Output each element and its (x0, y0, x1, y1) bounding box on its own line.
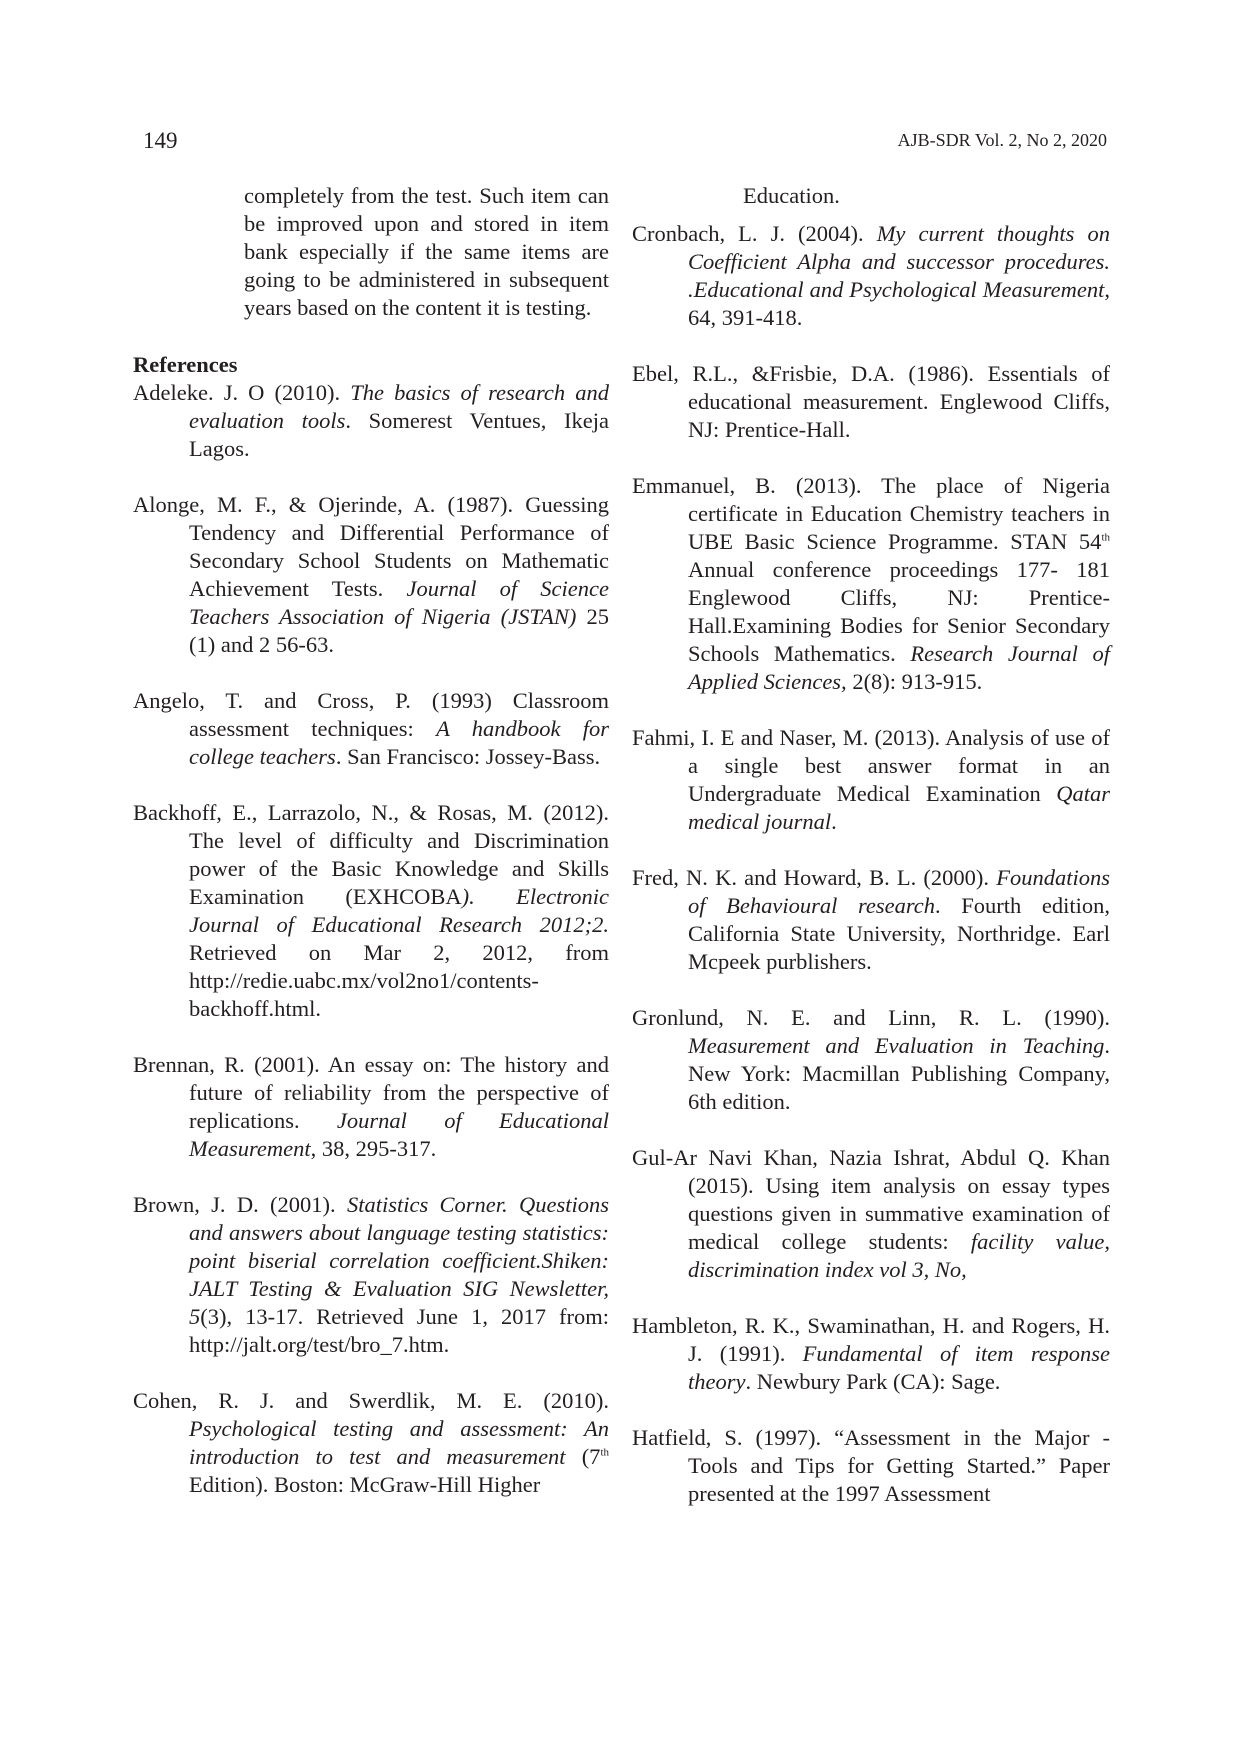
reference-entry: Fahmi, I. E and Naser, M. (2013). Analysis of use of a single best answer format in an Undergraduate Medical Examination Qatar medical journal. (632, 725, 1110, 834)
reference-entry: Alonge, M. F., & Ojerinde, A. (1987). Guessing Tendency and Differential Performance of Secondary School Students on Mathematic Achievement Tests. Journal of Science Teachers Association of Nigeria (JSTAN) 25 (1) and 2 56-63. (133, 492, 609, 657)
reference-entry: Cohen, R. J. and Swerdlik, M. E. (2010). Psychological testing and assessment: An introduction to test and measurement (7th Edition). Boston: McGraw-Hill Higher (133, 1388, 609, 1497)
reference-entry: Ebel, R.L., &Frisbie, D.A. (1986). Essentials of educational measurement. Englewood Cliffs, NJ: Prentice-Hall. (632, 361, 1110, 442)
reference-entry: Brennan, R. (2001). An essay on: The history and future of reliability from the perspective of replications. Journal of Educational Measurement, 38, 295-317. (133, 1052, 610, 1161)
continuation-paragraph: completely from the test. Such item can be improved upon and stored in item bank especially if the same items are going to be administered in subsequent years based on the content it is testing. (244, 183, 609, 320)
reference-entry: Fred, N. K. and Howard, B. L. (2000). Foundations of Behavioural research. Fourth edition, California State University, Northridge. Earl Mcpeek purblishers. (632, 865, 1110, 974)
continuation-paragraph-right: Education. (743, 183, 840, 208)
reference-entry: Angelo, T. and Cross, P. (1993) Classroom assessment techniques: A handbook for college teachers. San Francisco: Jossey-Bass. (133, 688, 609, 769)
reference-list-right (632, 220, 1110, 1508)
reference-entry: Hatfield, S. (1997). “Assessment in the Major - Tools and Tips for Getting Started.” Paper presented at the 1997 Assessment (632, 1425, 1110, 1506)
right-column (632, 182, 1110, 1536)
page-number: 149 (143, 128, 178, 153)
reference-entry: Brown, J. D. (2001). Statistics Corner. Questions and answers about language testing statistics: point biserial correlation coefficient.Shiken: JALT Testing & Evaluation SIG Newsletter, 5(3), 13-17. Retrieved June 1, 2017 from: http://jalt.org/test/bro_7.htm. (133, 1192, 609, 1357)
references-heading: References (133, 352, 238, 377)
reference-entry: Hambleton, R. K., Swaminathan, H. and Rogers, H. J. (1991). Fundamental of item response theory. Newbury Park (CA): Sage. (632, 1313, 1110, 1394)
reference-entry: Emmanuel, B. (2013). The place of Nigeria certificate in Education Chemistry teachers in UBE Basic Science Programme. STAN 54th Annual conference proceedings 177- 181 Englewood Cliffs, NJ: Prentice-Hall.Examining Bodies for Senior Secondary Schools Mathematics. Research Journal of Applied Sciences, 2(8): 913-915. (632, 473, 1110, 694)
left-column (133, 182, 609, 1527)
reference-entry: Gronlund, N. E. and Linn, R. L. (1990). Measurement and Evaluation in Teaching. New York: Macmillan Publishing Company, 6th edition. (632, 1005, 1110, 1114)
reference-list-left (133, 379, 609, 1499)
reference-entry: Adeleke. J. O (2010). The basics of research and evaluation tools. Somerest Ventues, Ikeja Lagos. (133, 380, 610, 461)
reference-entry: Backhoff, E., Larrazolo, N., & Rosas, M. (2012). The level of difficulty and Discrimination power of the Basic Knowledge and Skills Examination (EXHCOBA). Electronic Journal of Educational Research 2012;2. Retrieved on Mar 2, 2012, from http://redie.uabc.mx/vol2no1/contents-backhoff.html. (133, 800, 609, 1021)
reference-entry: Gul-Ar Navi Khan, Nazia Ishrat, Abdul Q. Khan (2015). Using item analysis on essay types questions given in summative examination of medical college students: facility value, discrimination index vol 3, No, (632, 1145, 1110, 1282)
reference-entry: Cronbach, L. J. (2004). My current thoughts on Coefficient Alpha and successor procedures. .Educational and Psychological Measurement, 64, 391-418. (632, 221, 1110, 330)
journal-header: AJB-SDR Vol. 2, No 2, 2020 (897, 130, 1107, 150)
